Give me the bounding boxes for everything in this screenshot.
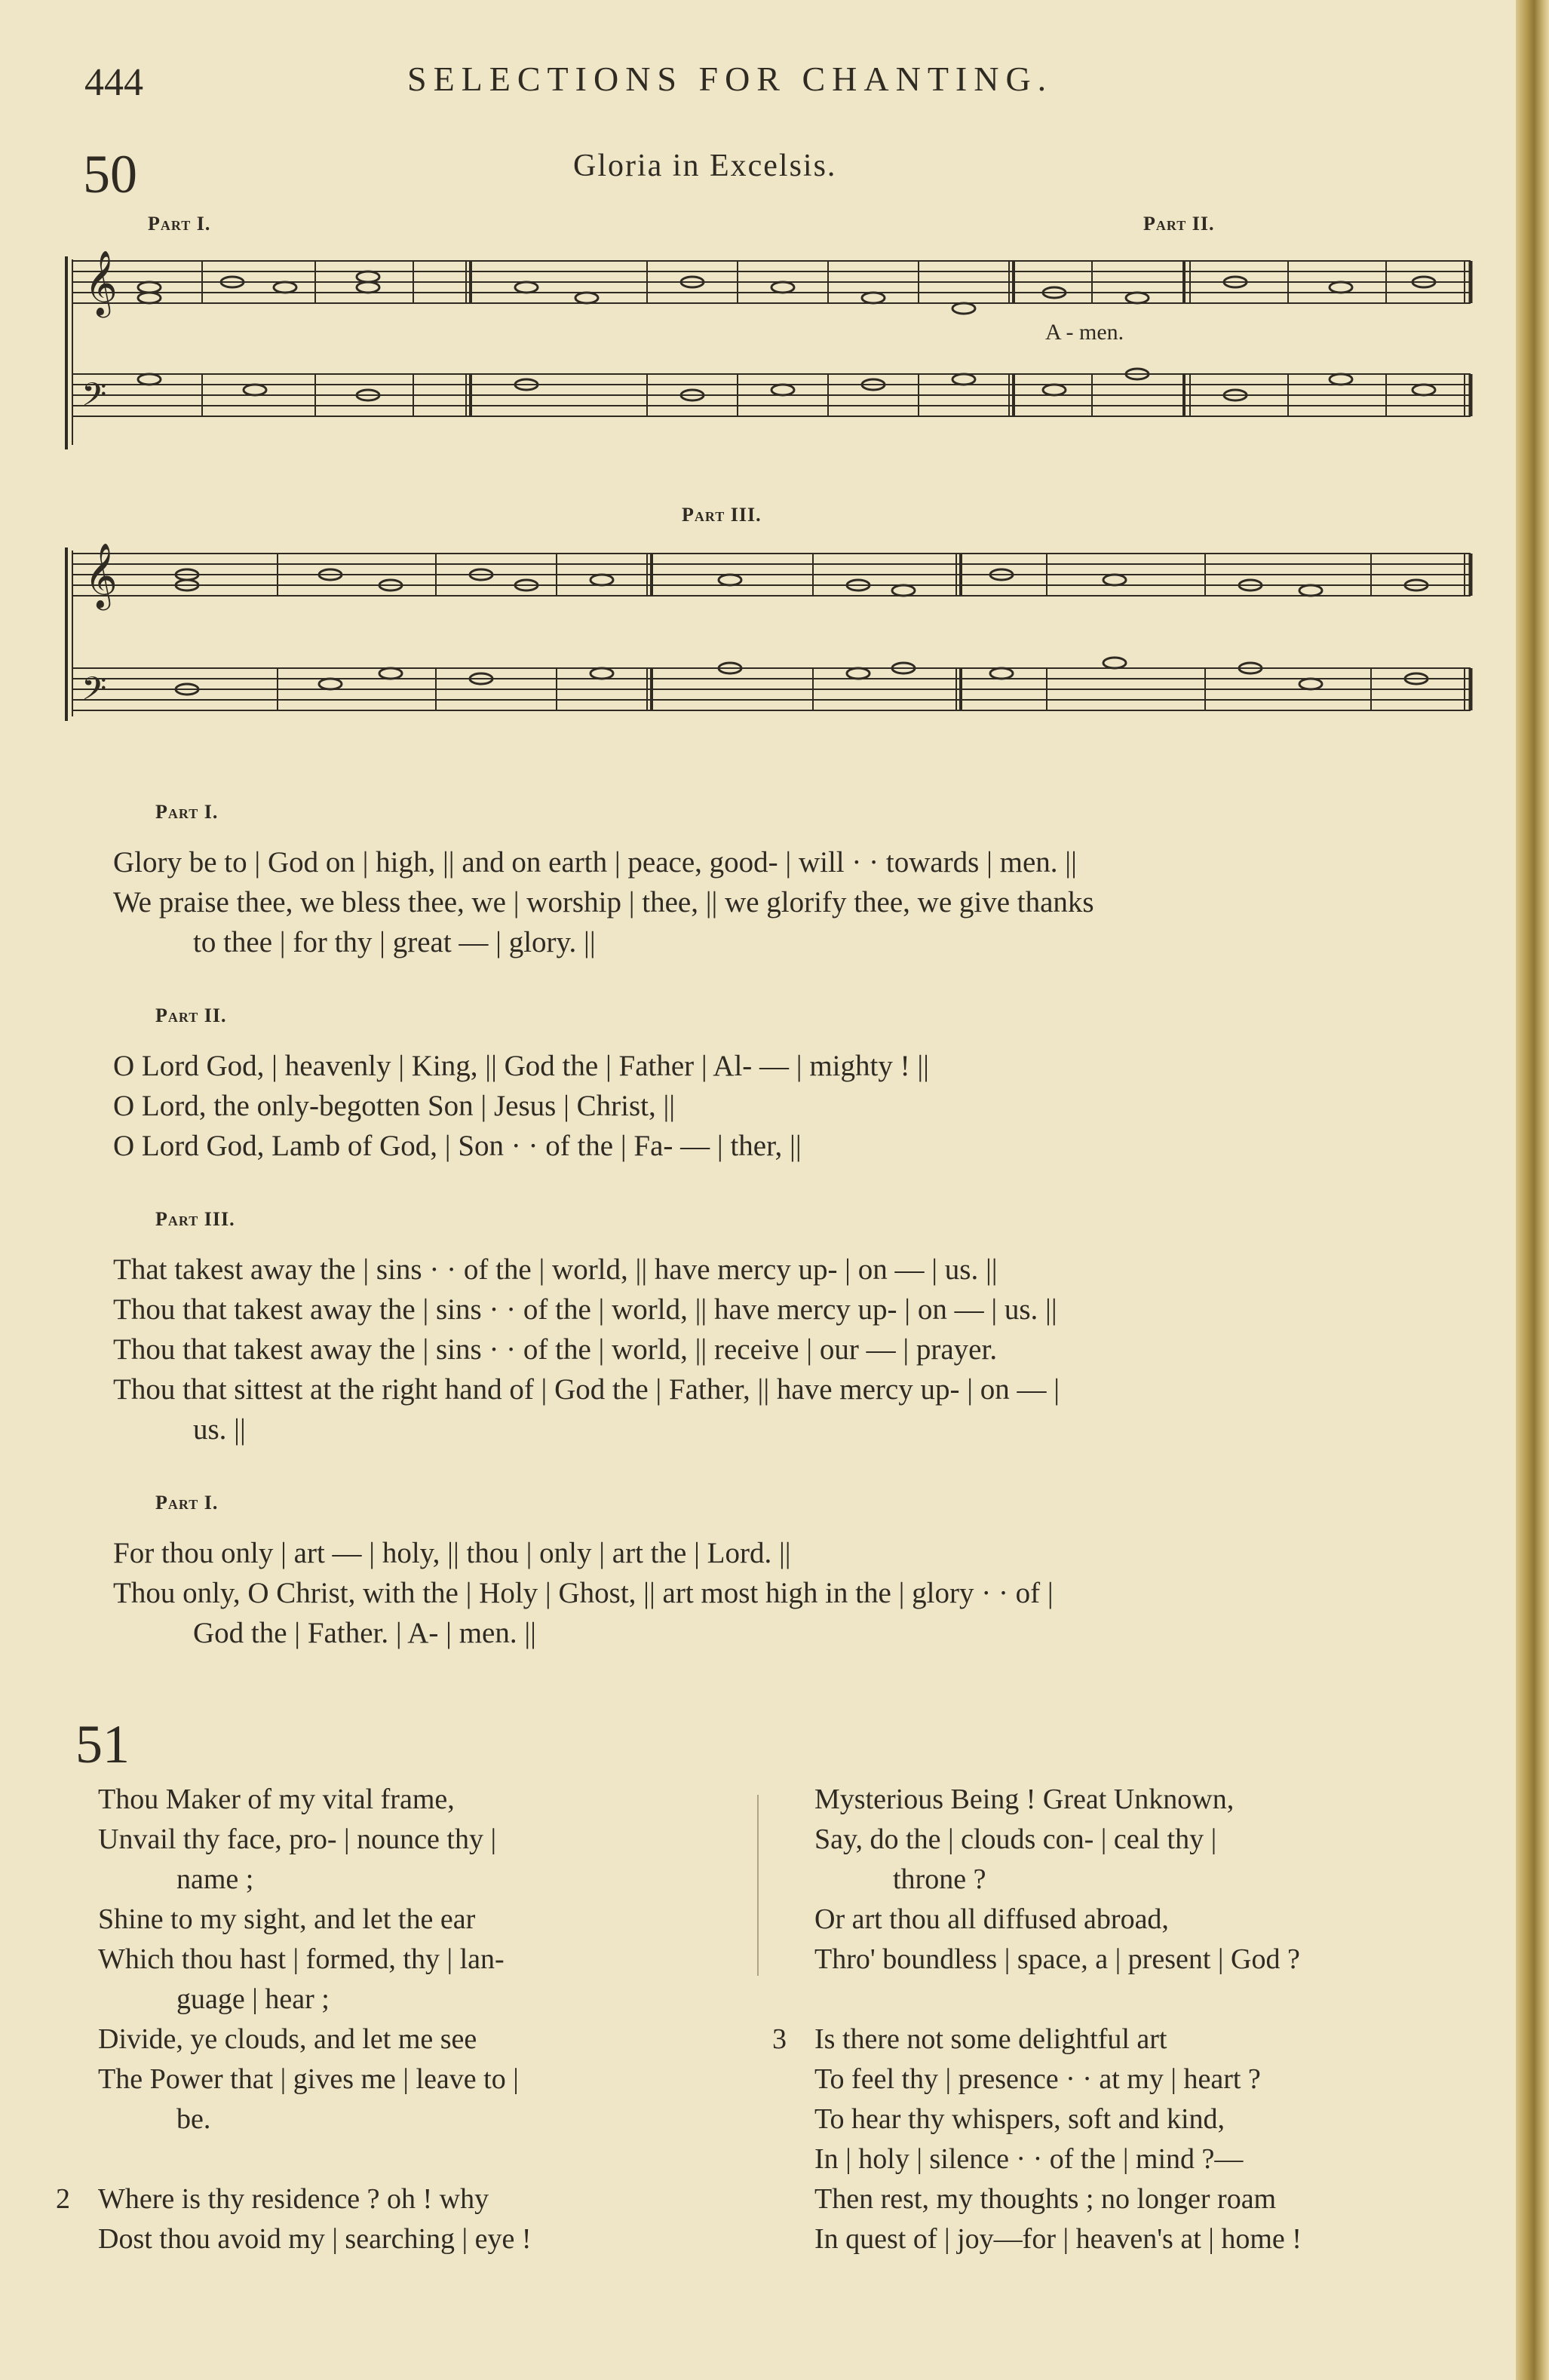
verse-line: Thou that takest away the | sins · · of the | world, || receive | our — | prayer. [113, 1333, 998, 1366]
hymn-line: Thro' boundless | space, a | present | God ? [814, 1943, 1300, 1975]
stanza-number: 2 [56, 2183, 70, 2215]
hymn-51-right-column [772, 1780, 1478, 2259]
hymn-line: Mysterious Being ! Great Unknown, [814, 1783, 1235, 1815]
hymn-line: Thou Maker of my vital frame, [98, 1783, 455, 1815]
svg-text:𝄞: 𝄞 [84, 545, 118, 607]
hymn-line [56, 2179, 747, 2219]
hymn-51-left-column [56, 1780, 747, 2259]
svg-text:𝄢: 𝄢 [81, 378, 107, 421]
hymn-line: Then rest, my thoughts ; no longer roam [814, 2183, 1277, 2215]
part-label: Part III. [155, 1208, 235, 1230]
page-number: 444 [84, 61, 143, 104]
verse-line: us. || [193, 1413, 246, 1446]
selection-50-text [113, 792, 1471, 1653]
score-part2-label: Part II. [1143, 213, 1215, 235]
hymn-line: To hear thy whispers, soft and kind, [814, 2103, 1225, 2135]
music-score-system-2 [59, 520, 1492, 747]
hymn-line: name ; [176, 1863, 254, 1895]
hymn-line: Or art thou all diffused abroad, [814, 1903, 1169, 1935]
verse-line: We praise thee, we bless thee, we | worship | thee, || we glorify thee, we give thanks [113, 886, 1094, 919]
hymn-line: Say, do the | clouds con- | ceal thy | [814, 1823, 1217, 1855]
music-score-system-1 [59, 226, 1492, 452]
part-section [113, 1199, 1471, 1449]
part-label: Part I. [155, 1492, 219, 1514]
svg-text:𝄞: 𝄞 [84, 253, 118, 314]
page-edge [1516, 0, 1549, 2380]
amen-lyric: A - men. [1045, 320, 1124, 345]
hymn-line: Unvail thy face, pro- | nounce thy | [98, 1823, 497, 1855]
hymn-line: The Power that | gives me | leave to | [98, 2063, 519, 2095]
score-part1-label: Part I. [148, 213, 211, 235]
hymn-line: Shine to my sight, and let the ear [98, 1903, 476, 1935]
hymn-line: be. [176, 2103, 211, 2135]
running-header [0, 47, 1508, 107]
verse-line: Thou only, O Christ, with the | Holy | Ghost, || art most high in the | glory · · of | [113, 1577, 1054, 1609]
part-section [113, 1483, 1471, 1653]
running-title: SELECTIONS FOR CHANTING. [407, 60, 1054, 98]
stanza-number: 3 [772, 2023, 787, 2055]
selection-number-50: 50 [83, 144, 137, 204]
hymn-line [772, 2020, 1478, 2059]
svg-text:𝄢: 𝄢 [81, 672, 107, 715]
hymn-line: Which thou hast | formed, thy | lan- [98, 1943, 505, 1975]
hymn-line: Dost thou avoid my | searching | eye ! [98, 2223, 532, 2255]
hymn-line-text: Is there not some delightful art [814, 2023, 1167, 2055]
verse-line: O Lord God, | heavenly | King, || God the | Father | Al- — | mighty ! || [113, 1050, 929, 1082]
part-label: Part II. [155, 1004, 227, 1026]
verse-line: to thee | for thy | great — | glory. || [193, 926, 596, 958]
column-divider [757, 1795, 759, 1976]
part-label: Part I. [155, 801, 219, 823]
hymn-line: To feel thy | presence · · at my | heart ? [814, 2063, 1261, 2095]
hymn-line-text: Where is thy residence ? oh ! why [98, 2183, 489, 2215]
hymn-line: In quest of | joy—for | heaven's at | home ! [814, 2223, 1302, 2255]
score-part3-label: Part III. [682, 504, 762, 526]
hymn-line: guage | hear ; [176, 1983, 330, 2015]
verse-line: For thou only | art — | holy, || thou | only | art the | Lord. || [113, 1537, 791, 1569]
hymn-line: throne ? [893, 1863, 986, 1895]
verse-line: God the | Father. | A- | men. || [193, 1617, 536, 1649]
part-section [113, 995, 1471, 1166]
selection-title: Gloria in Excelsis. [573, 149, 837, 183]
verse-line: O Lord, the only-begotten Son | Jesus | Christ, || [113, 1090, 676, 1122]
part-section [113, 792, 1471, 962]
hymn-line: In | holy | silence · · of the | mind ?— [814, 2143, 1244, 2175]
selection-number-51: 51 [75, 1714, 130, 1774]
hymn-line: Divide, ye clouds, and let me see [98, 2023, 477, 2055]
verse-line: That takest away the | sins · · of the | world, || have mercy up- | on — | us. || [113, 1253, 998, 1286]
verse-line: Glory be to | God on | high, || and on earth | peace, good- | will · · towards | men. || [113, 846, 1077, 879]
verse-line: Thou that takest away the | sins · · of the | world, || have mercy up- | on — | us. || [113, 1293, 1057, 1326]
verse-line: O Lord God, Lamb of God, | Son · · of the | Fa- — | ther, || [113, 1130, 802, 1162]
stanza-gap [98, 2139, 747, 2179]
verse-line: Thou that sittest at the right hand of | God the | Father, || have mercy up- | on — | [113, 1373, 1060, 1406]
stanza-gap [814, 1980, 1478, 2020]
